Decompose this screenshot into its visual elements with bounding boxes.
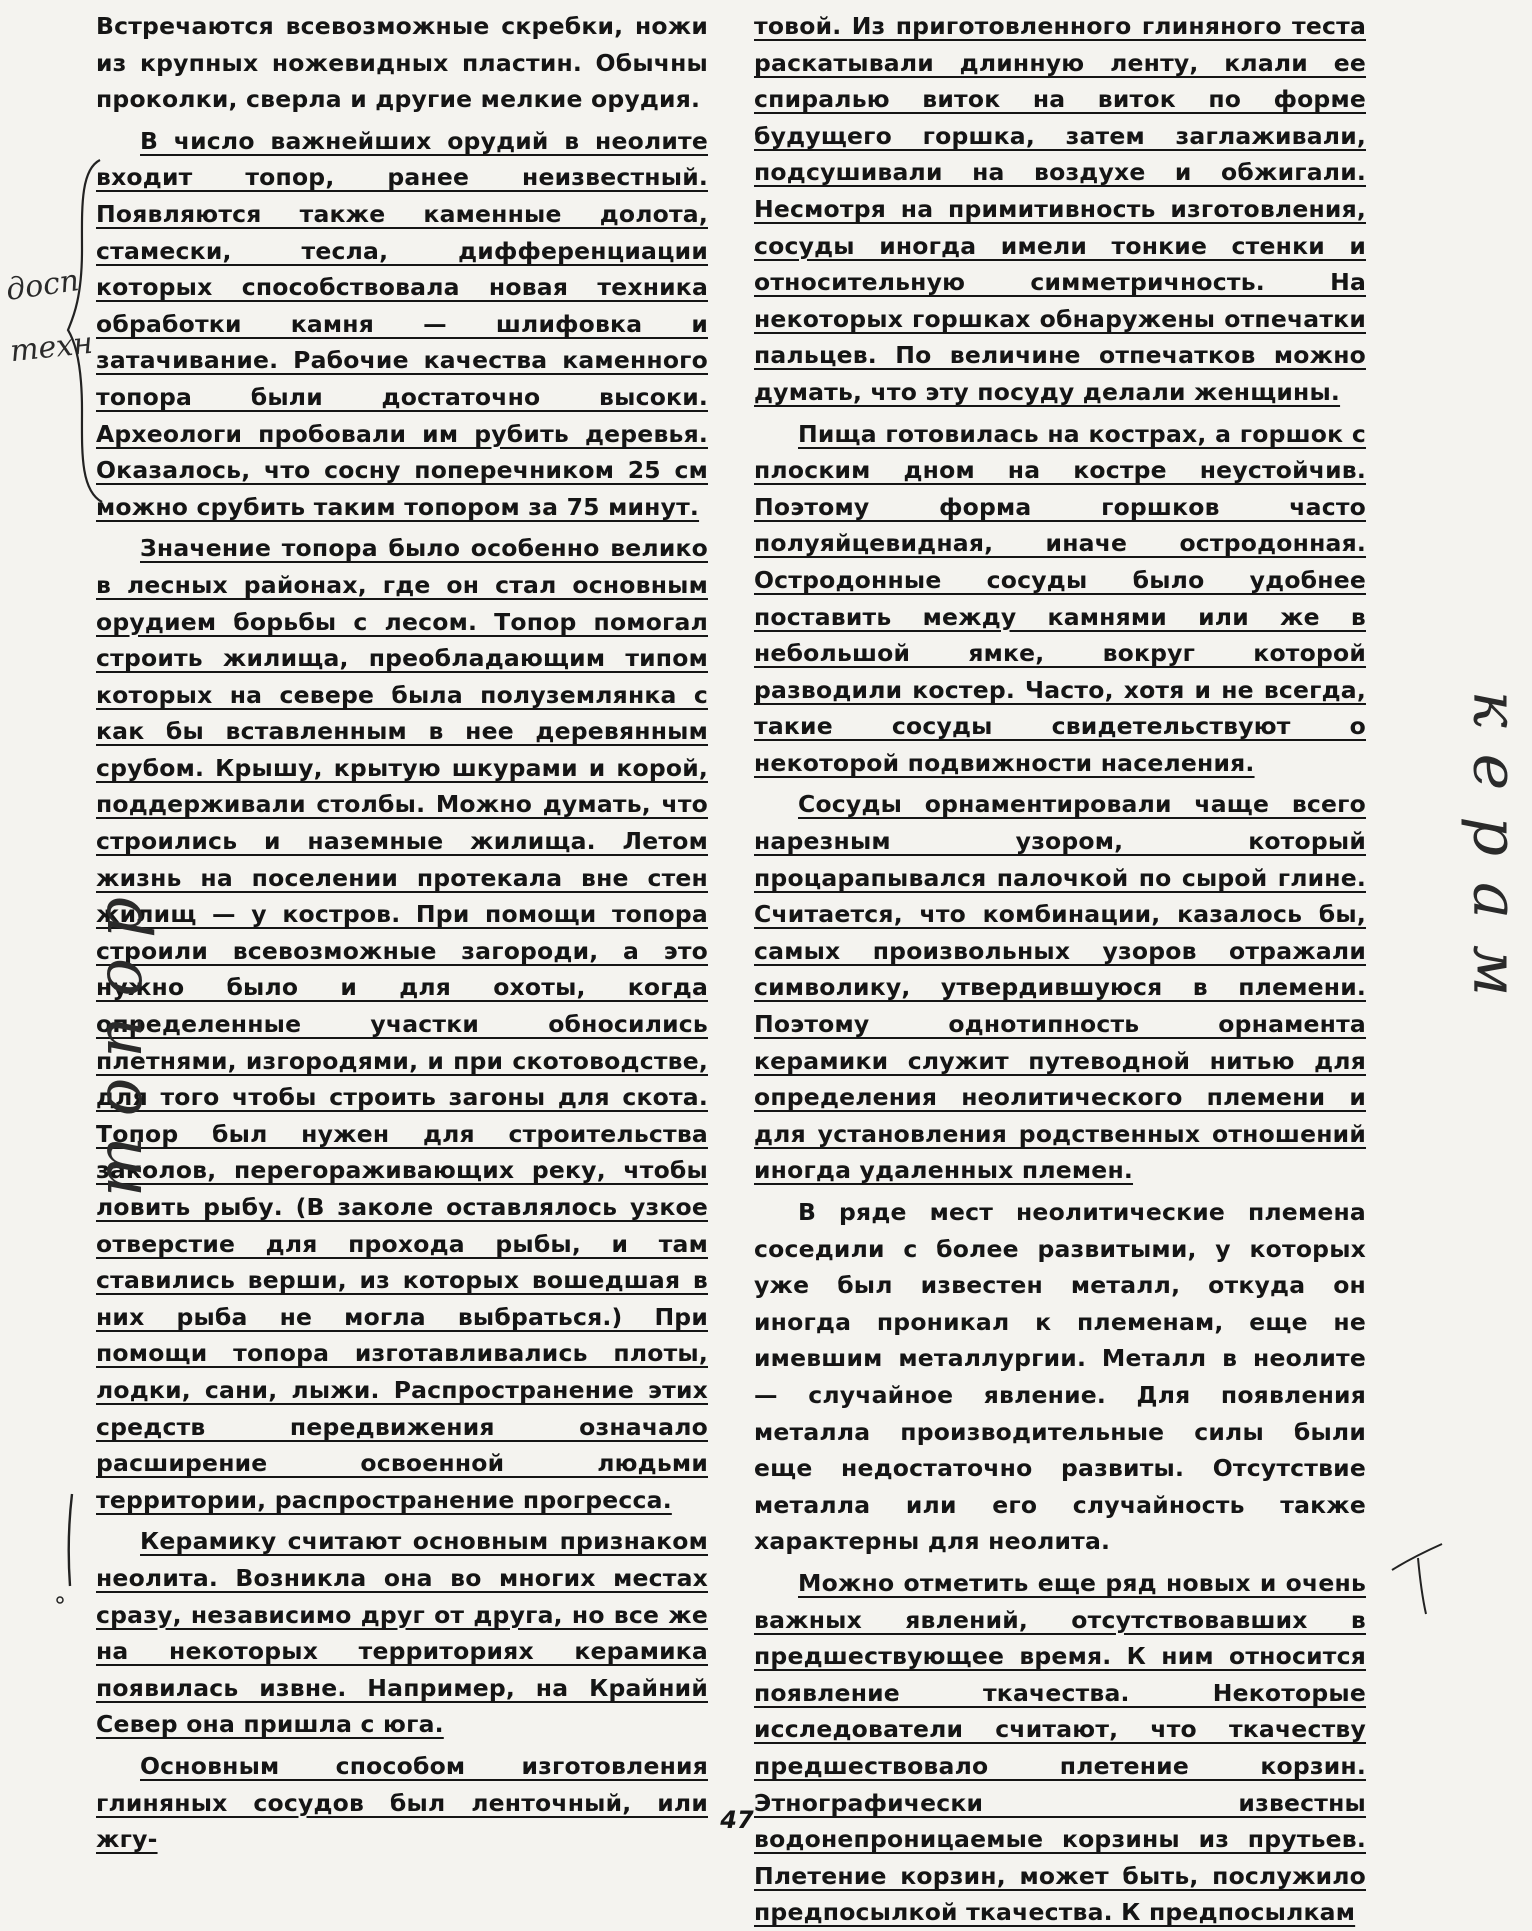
right-paragraph-1: товой. Из приготовленного глиняного теста раскатывали длинную ленту, клали ее спиралью виток на виток по форме будущего горшка, затем заглаживали, подсушивали на воздухе и обжигали. Несмотря на примитивность изготовления, сосуды иногда имели тонкие стенки и относительную симметричность. На некоторых горшках обнаружены отпечатки пальцев. По величине отпечатков можно думать, что эту посуду делали женщины. (754, 12, 1366, 406)
margin-bracket-mark (60, 150, 110, 510)
margin-note-keram: керам (1459, 690, 1532, 1023)
margin-note-tekhn: техн (8, 325, 95, 370)
left-paragraph-4: Керамику считают основным признаком неолита. Возникла она во многих местах сразу, независимо друг от друга, но все же на некоторых территориях керамика появилась извне. Например, на Крайний Север она пришла с юга. (96, 1527, 708, 1739)
right-paragraph-2: Пища готовилась на кострах, а горшок с плоским дном на костре неустойчив. Поэтому форма горшков часто полуяйцевидная, иначе остродонная. Остродонные сосуды было удобнее поставить между камнями или же в небольшой ямке, вокруг которой разводили костер. Часто, хотя и не всегда, такие сосуды свидетельствуют о некоторой подвижности населения. (754, 419, 1366, 777)
left-paragraph-1: Встречаются всевозможные скребки, ножи из крупных ножевидных пластин. Обычны проколки, сверла и другие мелкие орудия. (96, 12, 708, 114)
margin-stroke-mark (50, 1488, 90, 1608)
margin-t-mark (1388, 1530, 1448, 1620)
page-number: 47 (720, 1806, 754, 1834)
right-paragraph-5: Можно отметить еще ряд новых и очень важных явлений, отсутствовавших в предшествующее время. К ним относится появление ткачества. Некоторые исследователи считают, что ткачеству предшествовало плетение корзин. Этнографически известны водонепроницаемые корзины из прутьев. Плетение корзин, может быть, послужило предпосылкой ткачества. К предпосылкам (754, 1568, 1366, 1927)
right-paragraph-4: В ряде мест неолитические племена соседили с более развитыми, у которых уже был известен металл, откуда он иногда проникал к племенам, еще не имевшим металлургии. Металл в неолите — случайное явление. Для появления металла производительные силы были еще недостаточно развиты. Отсутствие металла или его случайность также характерны для неолита. (754, 1198, 1366, 1556)
margin-note-topor: топор (82, 877, 157, 1197)
left-paragraph-3: Значение топора было особенно велико в лесных районах, где он стал основным орудием борьбы с лесом. Топор помогал строить жилища, преобладающим типом которых на севере была полуземлянка с как бы вставленным в нее деревянным срубом. Крышу, крытую шкурами и корой, поддерживали столбы. Можно думать, что строились и наземные жилища. Летом жизнь на поселении протекала вне стен жилищ — у костров. При помощи топора строили всевозможные загороди, а это нужно было и для охоты, когда определенные участки обносились плетнями, изгородями, и при скотоводстве, для того чтобы строить загоны для скота. Топор был нужен для строительства заколов, перегораживающих реку, чтобы ловить рыбу. (В заколе оставлялось узкое отверстие для прохода рыбы, и там ставились верши, из которых вошедшая в них рыба не могла выбраться.) При помощи топора изготавливались плоты, лодки, сани, лыжи. Распространение этих средств передвижения означало расширение освоенной людьми территории, распространение прогресса. (96, 534, 708, 1514)
right-column (754, 8, 1366, 1931)
left-paragraph-5: Основным способом изготовления глиняных сосудов был ленточный, или жгу- (96, 1751, 708, 1854)
left-paragraph-2: В число важнейших орудий в неолите входит топор, ранее неизвестный. Появляются также каменные долота, стамески, тесла, дифференциации которых способствовала новая техника обработки камня — шлифовка и затачивание. Рабочие качества каменного топора были достаточно высоки. Археологи пробовали им рубить деревья. Оказалось, что сосну поперечником 25 см можно срубить таким топором за 75 минут. (96, 126, 708, 521)
left-column (96, 8, 708, 1858)
right-paragraph-3: Сосуды орнаментировали чаще всего нарезным узором, который процарапывался палочкой по сырой глине. Считается, что комбинации, казалось бы, самых произвольных узоров отражали символику, утвердившуюся в племени. Поэтому однотипность орнамента керамики служит путеводной нитью для определения неолитического племени и для установления родственных отношений иногда удаленных племен. (754, 790, 1366, 1185)
margin-note-dosst: досп (3, 263, 82, 308)
